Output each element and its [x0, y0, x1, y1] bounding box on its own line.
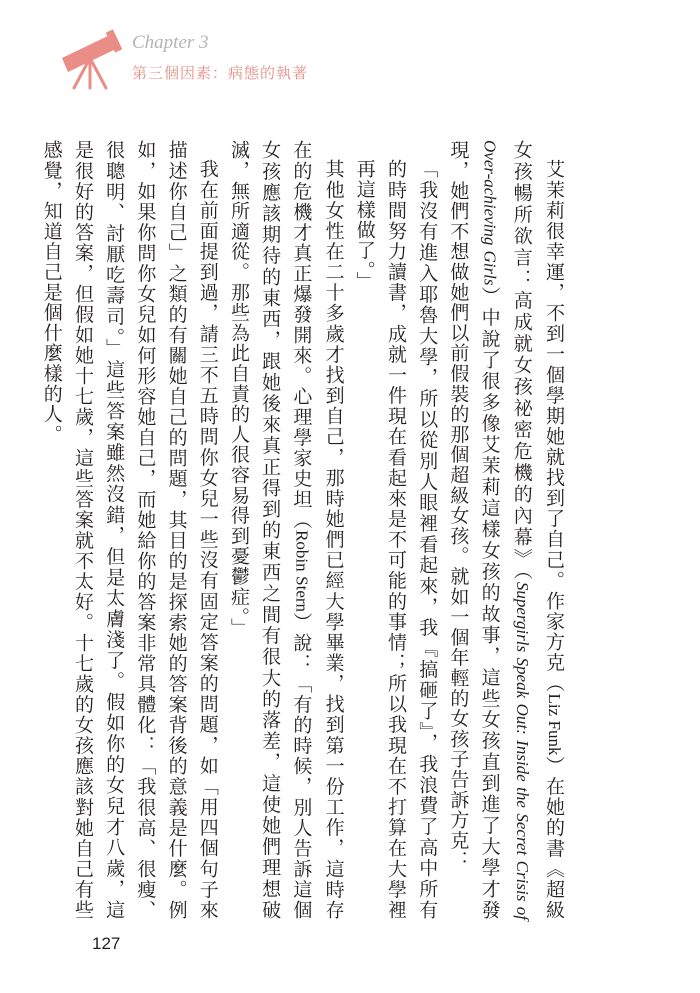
page-number: 127	[92, 934, 121, 953]
block-quote: 「我沒有進入耶魯大學，所以從別人眼裡看起來，我『搞砸了』，我浪費了高中所有的時間努力讀書，成就一件現在看起來是不可能的事情；所以我現在不打算在大學裡再這樣做了。」	[353, 159, 439, 920]
paragraph-1-text-c: ）中說了很多像艾茉莉這樣女孩的故事，這些女孩直到進了大學才發現，她們不想做她們以前假裝的那個超級女孩。就如一個年輕的女孩子告訴方克：	[447, 140, 501, 921]
paragraph-3: 我在前面提到過，請三不五時問你女兒一些沒有固定答案的問題，如「用四個句子來描述你自己」之類的有關她自己的問題，其目的是探索她的答案背後的意義是什麼。例如，如果你問你女兒如何形容她自己，而她給你的答案非常具體化：「我很高、很瘦、很聰明、討厭吃壽司。」這些答案雖然沒錯，但是太膚淺了。假如你的女兒才八歲，這是很好的答案，但假如她十七歲，這些答案就不太好。十七歲的女孩應該對她自己有些感覺，知道自己是個什麼樣的人。	[40, 140, 219, 920]
author-name: Liz Funk	[545, 693, 564, 756]
body-text	[40, 140, 570, 921]
paragraph-1	[442, 140, 570, 920]
paragraph-2-text-a: 其他女性在二十多歲才找到自己，那時她們已經大學畢業，找到第一份工作，這時存在的危機才真正爆發開來。心理學家史坦（	[290, 140, 345, 920]
paragraph-2-text-b: ）說：「有的時候，別人告訴這個女孩應該期待的東西，跟她後來真正得到的東西之間有很大的落差，這使她們理想破滅，無所適從。那些為此自責的人很容易得到憂鬱症。」	[227, 140, 313, 920]
paragraph-2	[223, 140, 349, 920]
paragraph-1-text-b: ）在她的書《超級女孩暢所欲言：高成就女孩祕密危機的內幕》（	[510, 140, 565, 921]
chapter-title: 第三個因素：病態的執著	[132, 64, 309, 82]
psychologist-name: Robin Stern	[292, 530, 312, 613]
telescope-icon	[60, 28, 130, 90]
running-header	[60, 28, 460, 98]
chapter-label: Chapter 3	[132, 32, 209, 53]
book-title-english: Supergirls Speak Out: Inside the Secret Crisis of Over-achieving Girls	[480, 140, 532, 920]
paragraph-1-text-a: 艾茉莉很幸運，不到一個學期她就找到了自己。作家方克（	[543, 159, 565, 694]
